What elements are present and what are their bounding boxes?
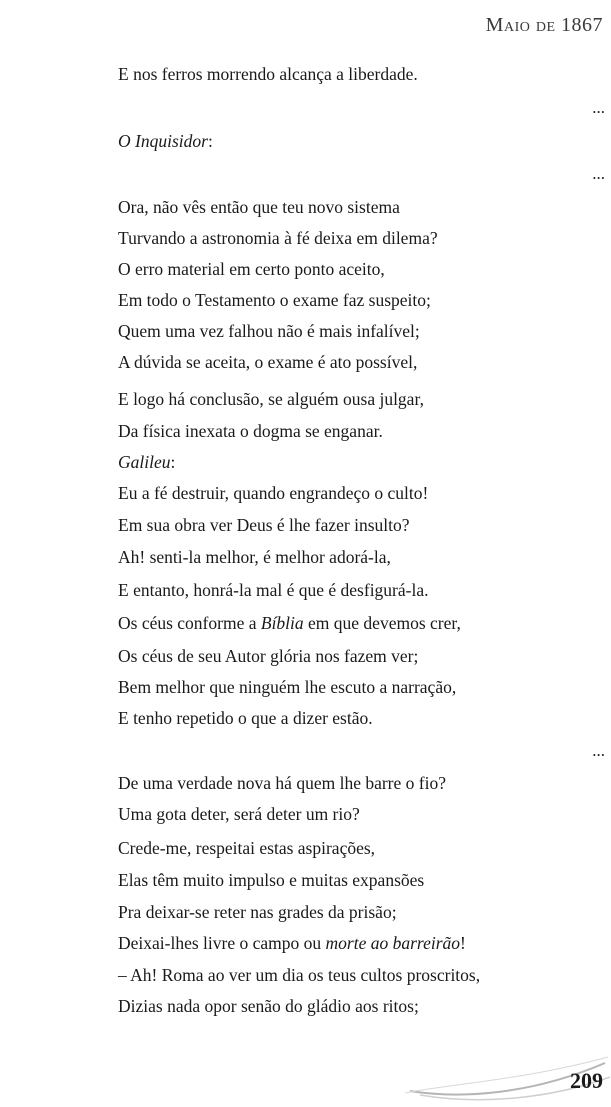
verse-line — [118, 708, 373, 728]
text-segment: Ah! senti-la melhor, é melhor adorá-la, — [118, 547, 391, 567]
verse-line — [118, 902, 397, 922]
verse-line — [118, 389, 424, 409]
text-segment: O erro material em certo ponto aceito, — [118, 259, 385, 279]
text-segment: Deixai-lhes livre o campo ou — [118, 933, 326, 953]
verse-line — [118, 870, 424, 890]
text-segment: Quem uma vez falhou não é mais infalível; — [118, 321, 420, 341]
text-segment: Os céus conforme a — [118, 613, 261, 633]
verse-line — [118, 483, 428, 503]
verse-line — [118, 773, 446, 793]
verse-line — [118, 452, 175, 472]
verse-line — [118, 613, 461, 633]
italic-segment: O Inquisidor — [118, 131, 208, 151]
italic-segment: morte ao barreirão — [325, 933, 461, 953]
text-segment: E tenho repetido o que a dizer estão. — [118, 708, 373, 728]
text-segment: Os céus de seu Autor glória nos fazem ver; — [118, 646, 419, 666]
text-segment: Em sua obra ver Deus é lhe fazer insulto? — [118, 515, 410, 535]
verse-line — [118, 197, 400, 217]
italic-segment: Galileu — [118, 452, 171, 472]
text-segment: Turvando a astronomia à fé deixa em dilema? — [118, 228, 438, 248]
page-number: 209 — [570, 1068, 603, 1093]
verse-line — [118, 131, 213, 151]
text-segment: Elas têm muito impulso e muitas expansões — [118, 870, 425, 890]
verse-line — [118, 646, 418, 666]
verse-line — [118, 515, 410, 535]
verse-line — [118, 259, 385, 279]
verse-line — [118, 677, 456, 697]
text-segment: Pra deixar-se reter nas grades da prisão; — [118, 902, 397, 922]
omission-ellipsis: ... — [592, 98, 605, 117]
verse-line — [118, 996, 419, 1016]
text-segment: : — [207, 131, 213, 151]
running-header: Maio de 1867 — [485, 14, 603, 36]
verse-line — [118, 352, 417, 372]
text-segment: A dúvida se aceita, o exame é ato possível, — [118, 352, 418, 372]
verse-line — [118, 965, 480, 985]
verse-line — [118, 547, 391, 567]
text-segment: : — [170, 452, 176, 472]
text-segment: E entanto, honrá-la mal é que é desfigurá-la. — [118, 580, 429, 600]
text-segment: Eu a fé destruir, quando engrandeço o culto! — [118, 483, 429, 503]
text-segment: Bem melhor que ninguém lhe escuto a narração, — [118, 677, 457, 697]
verse-line — [118, 804, 360, 824]
omission-ellipsis: ... — [592, 164, 605, 183]
verse-line — [118, 838, 375, 858]
text-segment: Uma gota deter, será deter um rio? — [118, 804, 360, 824]
verse-line — [118, 290, 431, 310]
text-segment: Ora, não vês então que teu novo sistema — [118, 197, 400, 217]
verse-line — [118, 933, 466, 953]
verse-line — [118, 321, 420, 341]
italic-segment: Bíblia — [260, 613, 304, 633]
verse-line — [118, 421, 383, 441]
text-segment: Dizias nada opor senão do gládio aos ritos; — [118, 996, 419, 1016]
verse-line — [118, 228, 438, 248]
text-segment: Da física inexata o dogma se enganar. — [118, 421, 383, 441]
text-segment: De uma verdade nova há quem lhe barre o fio? — [118, 773, 446, 793]
text-segment: ! — [460, 933, 466, 953]
text-segment: Em todo o Testamento o exame faz suspeito; — [118, 290, 431, 310]
verse-line — [118, 64, 418, 84]
text-segment: Crede-me, respeitai estas aspirações, — [118, 838, 376, 858]
verse-line — [118, 580, 429, 600]
text-segment: em que devemos crer, — [303, 613, 461, 633]
text-segment: – Ah! Roma ao ver um dia os teus cultos proscritos, — [118, 965, 481, 985]
omission-ellipsis: ... — [592, 741, 605, 760]
text-segment: E logo há conclusão, se alguém ousa julgar, — [118, 389, 424, 409]
text-segment: E nos ferros morrendo alcança a liberdade. — [118, 64, 418, 84]
